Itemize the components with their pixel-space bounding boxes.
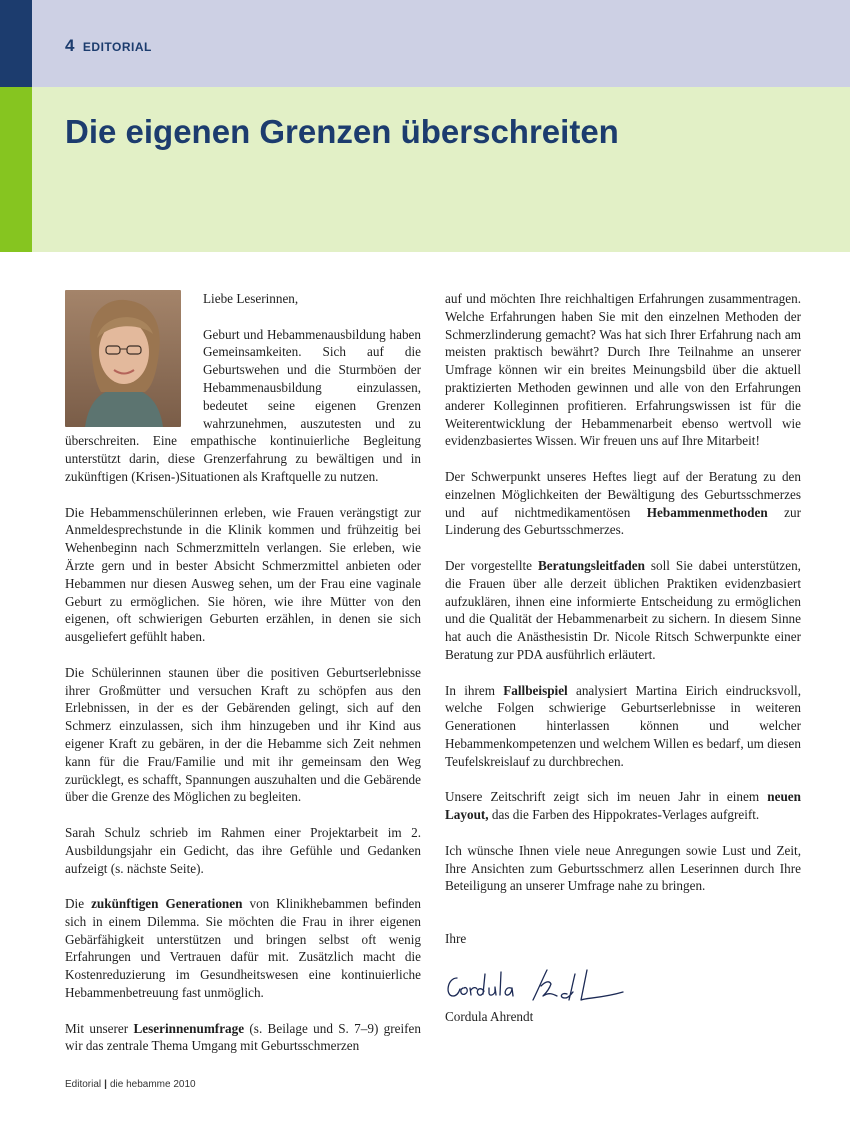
closing: Ihre (445, 931, 467, 947)
text-run: zur Linderung des Geburtsschmerzes. (445, 504, 801, 538)
author-portrait (65, 290, 181, 427)
bold-term: Hebammenmethoden (646, 504, 768, 520)
bold-term: Beratungsleitfaden (537, 557, 645, 573)
text-run: analysiert Martina Eirich eindrucksvoll, welche Folgen schwierige Geburtserlebnisse in weiteren Generationen hinterlassen können und welcher Hebammenkompetenzen und welchem Willen es bedarf, um diesen Teufelskreislauf zu durchbrechen. (445, 682, 801, 769)
right-column (445, 290, 801, 1043)
text-run: Mit unserer (65, 1020, 134, 1036)
paragraph (445, 788, 801, 824)
text-run: (s. Beilage und S. 7–9) greifen wir das zentrale Thema Umgang mit Geburtsschmerzen (65, 1020, 421, 1054)
author-name: Cordula Ahrendt (445, 1008, 534, 1024)
paragraph: auf und möchten Ihre reichhaltigen Erfahrungen zusammentragen. Welche Erfahrungen haben Sie mit den einzelnen Methoden der Schmerzlinderung gemacht? Was hat sich Ihrer Erfahrung nach am meisten praktisch bewährt? Durch Ihre Teilnahme an unserer Umfrage können wir ein breites Meinungsbild über die aktuell praktizierten Methoden gewinnen und alle von den Erfahrungen anderer Kolleginnen profitieren. Erfahrungswissen ist für die Weiterentwicklung der Hebammenarbeit ebenso wertvoll wie evidenzbasiertes Wissen. Wir freuen uns auf Ihre Mitarbeit! (445, 291, 801, 449)
paragraph (445, 557, 801, 664)
text-run: das die Farben des Hippokrates-Verlages aufgreift. (488, 807, 760, 823)
text-run: Der Schwerpunkt unseres Heftes liegt auf der Beratung zu den einzelnen Möglichkeiten der Bewältigung des Geburtsschmerzes und auf nichtmedikamentösen (445, 468, 801, 520)
bold-term: Leserinnenumfrage (133, 1020, 245, 1036)
text-run: Unsere Zeitschrift zeigt sich im neuen Jahr in einem (445, 789, 768, 805)
paragraph: Die Schülerinnen staunen über die positiven Geburtserlebnisse ihrer Großmütter und versuchen Kraft zu schöpfen aus den Erlebnissen, in der es der Gebärenden gelingt, sich auf den Schmerz einzulassen, sich ihm hinzugeben und ihr Kind aus eigener Kraft zu gebären, in der die Hebamme sich Zeit nehmen kann für die Frau/Familie und mit ihr gemeinsam den Weg zurücklegt, es schafft, Spannungen auszuhalten und die Gebärende über die Grenze des Möglichen zu begleiten. (65, 664, 421, 805)
page-title: Die eigenen Grenzen überschreiten (65, 113, 619, 150)
footer (65, 1079, 196, 1090)
paragraph (445, 468, 801, 539)
paragraph (65, 895, 421, 1002)
paragraph: Sarah Schulz schrieb im Rahmen einer Projektarbeit im 2. Ausbildungsjahr ein Gedicht, das ihre Gefühle und Gedanken aufzeigt (s. nächste Seite). (65, 824, 421, 876)
bold-term: zukünftigen Generationen (91, 896, 243, 912)
text-run: Der vorgestellte (445, 557, 538, 573)
bold-term: Fallbeispiel (503, 682, 568, 698)
header-accent-bar (0, 0, 32, 87)
footer-publication: die hebamme 2010 (109, 1079, 196, 1090)
text-run: Die (65, 896, 92, 912)
text-run: von Klinikhebammen befinden sich in einem Dilemma. Sie möchten die Frau in ihrer eigenen Gebärfähigkeit unterstützen und bringen selbst oft wenig Erfahrungen und Vertrauen dafür mit. Zusätzlich macht die Kostenreduzierung im Gesundheitswesen eine kontinuierliche Hebammenbetreuung fast unmöglich. (65, 896, 422, 1001)
footer-separator: | (104, 1079, 107, 1090)
paragraph (445, 682, 801, 771)
paragraph: Die Hebammenschülerinnen erleben, wie Frauen verängstigt zur Anmeldesprechstunde in die Klinik kommen und frühzeitig bei Wehenbeginn nach Schmerzmitteln verlangen. Sie erleben, wie Ärzte gern und in bester Absicht Schmerzmittel anbieten oder Hebammen nur diesen Ausweg sehen, um der Frau eine vaginale Geburt zu ermöglichen. Sie hören, wie ihre Mütter von den eigenen, oft schwierigen Geburten erzählen, in denen sie sich ausgeliefert gefühlt haben. (65, 504, 421, 645)
handwritten-signature (445, 966, 801, 1006)
page-number: 4 (65, 36, 75, 55)
paragraph: Geburt und Hebammenausbildung haben Gemeinsamkeiten. Sich auf die Geburtswehen und die Sturmböen der Hebammenausbildung einzulassen, bedeutet seine eigenen Grenzen wahrzunehmen, auszutesten und zu überschreiten. Eine empathische kontinuierliche Begleitung unterstützt darin, diese Grenzerfahrung zu bewältigen und in zukünftigen (Krisen-)Situationen als Kraftquelle zu nutzen. (65, 326, 421, 484)
paragraph: Ich wünsche Ihnen viele neue Anregungen sowie Lust und Zeit, Ihre Ansichten zum Geburtsschmerz allen Leserinnen durch Ihre Beteiligung an unserer Umfrage nahe zu bringen. (445, 842, 801, 894)
text-run: In ihrem (445, 682, 504, 698)
salutation: Liebe Leserinnen, (203, 291, 299, 306)
paragraph (65, 1020, 421, 1056)
running-head (65, 36, 152, 56)
title-accent-bar (0, 87, 32, 252)
bold-term: neuen Layout, (445, 789, 801, 823)
left-column (65, 290, 421, 1073)
section-label: EDITORIAL (82, 40, 152, 54)
footer-section: Editorial (65, 1079, 102, 1090)
title-band (0, 87, 850, 252)
text-run: soll Sie dabei unterstützen, die Frauen über alle derzeit üblichen Praktiken evidenzbasiert aufzuklären, ihnen eine informierte Entscheidung zu ermöglichen und die Qualität der Hebammenarbeit zu sichern. In diesem Sinne hat auch die Anästhesistin Dr. Nicole Ritsch Schwerpunkte einer Beratung zur PDA ausführlich erläutert. (445, 557, 801, 662)
